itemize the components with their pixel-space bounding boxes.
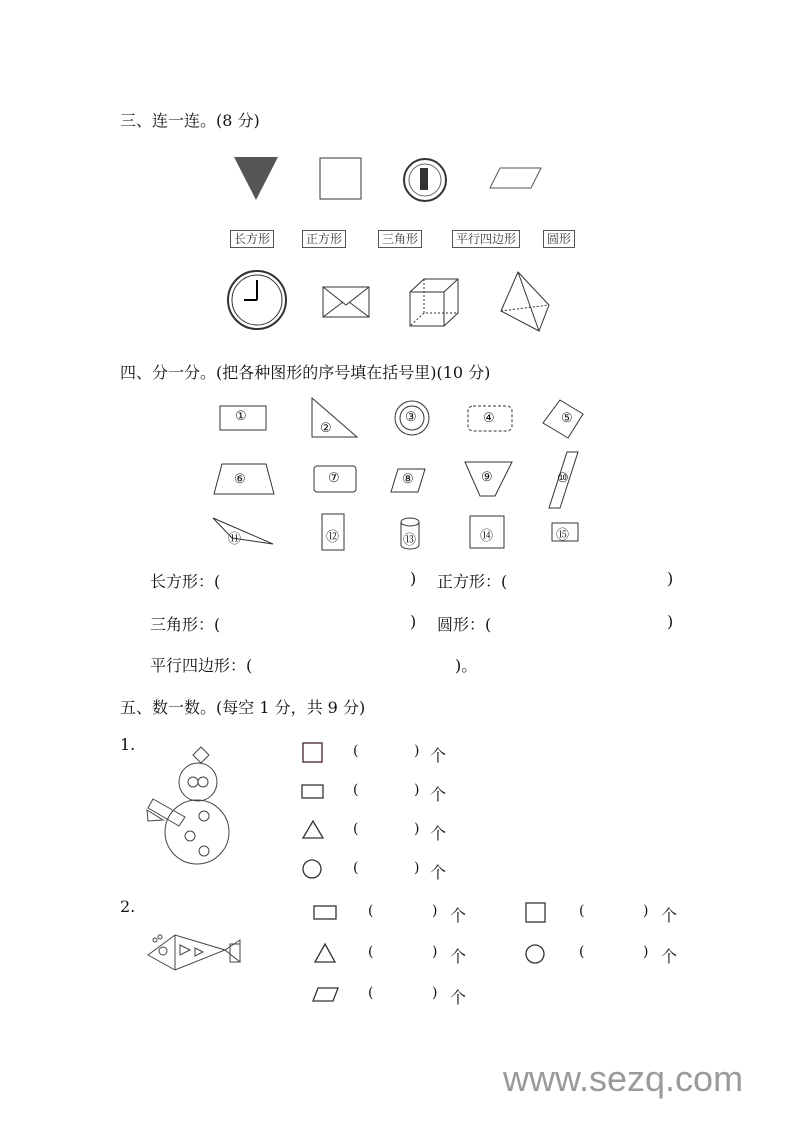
shape-number: ⑪ <box>228 532 242 547</box>
shape-number: ① <box>235 409 247 424</box>
square-answer-label: 正方形：( <box>437 572 508 591</box>
bracket-close: ) <box>414 782 420 798</box>
rectangle-answer-label: 长方形：( <box>150 572 221 591</box>
shape-number: ② <box>320 421 332 436</box>
shape-number: ⑤ <box>561 411 573 426</box>
coin-icon <box>404 159 446 201</box>
unit-label: 个 <box>450 906 467 925</box>
bracket-open: ( <box>353 860 359 876</box>
unit-label: 个 <box>430 863 447 882</box>
snowman-figure <box>147 747 229 864</box>
shape-number: ⑮ <box>556 528 570 543</box>
label-circle[interactable]: 圆形 <box>543 230 575 248</box>
shape-number: ⑫ <box>326 530 340 545</box>
section-4-shapes <box>213 398 583 550</box>
unit-label: 个 <box>661 906 678 925</box>
tetrahedron-icon <box>501 272 549 331</box>
fish-figure <box>148 935 240 970</box>
bracket-close: ) <box>414 860 420 876</box>
shape-number: ⑭ <box>480 529 494 544</box>
label-rectangle[interactable]: 长方形 <box>230 230 274 248</box>
label-square[interactable]: 正方形 <box>302 230 346 248</box>
shape-number: ⑧ <box>402 472 414 487</box>
bracket-open: ( <box>353 743 359 759</box>
unit-label: 个 <box>450 988 467 1007</box>
triangle-answer-label: 三角形：( <box>150 615 221 634</box>
unit-label: 个 <box>450 947 467 966</box>
unit-label: 个 <box>430 785 447 804</box>
bracket-close: ) <box>414 821 420 837</box>
pennant-icon <box>234 157 278 200</box>
bracket-close: ) <box>410 569 417 588</box>
bracket-close: ) <box>667 569 674 588</box>
bracket-open: ( <box>368 903 374 919</box>
label-parallelogram[interactable]: 平行四边形 <box>452 230 520 248</box>
bracket-open: ( <box>579 944 585 960</box>
count-icons <box>302 743 545 1001</box>
watermark: www.sezq.com <box>503 1058 744 1099</box>
unit-label: 个 <box>661 947 678 966</box>
bracket-open: ( <box>368 985 374 1001</box>
shape-number: ⑬ <box>403 533 417 548</box>
label-triangle[interactable]: 三角形 <box>378 230 422 248</box>
section-5-title: 五、数一数。(每空 1 分，共 9 分) <box>120 698 366 717</box>
bracket-close: ) <box>414 743 420 759</box>
bracket-close: ) <box>643 944 649 960</box>
bracket-close: ) <box>432 903 438 919</box>
clock-icon <box>228 271 286 329</box>
question-1-number: 1. <box>120 735 136 754</box>
parallelogram-answer-label: 平行四边形：( <box>150 656 253 675</box>
shape-number: ③ <box>405 410 417 425</box>
shape-number: ⑦ <box>328 471 340 486</box>
question-2-number: 2. <box>120 897 136 916</box>
bracket-close: ) <box>432 944 438 960</box>
bracket-open: ( <box>353 821 359 837</box>
envelope-icon <box>323 287 369 317</box>
section-3-title: 三、连一连。(8 分) <box>120 111 260 130</box>
bracket-close: ) <box>667 612 674 631</box>
bracket-close: ) <box>643 903 649 919</box>
cube-icon <box>410 279 458 326</box>
unit-label: 个 <box>430 824 447 843</box>
shape-number: ⑨ <box>481 470 493 485</box>
shape-number: ⑩ <box>557 471 569 486</box>
bracket-close: )。 <box>455 656 478 675</box>
section-4-title: 四、分一分。(把各种图形的序号填在括号里)(10 分) <box>120 363 491 382</box>
bracket-open: ( <box>353 782 359 798</box>
unit-label: 个 <box>430 746 447 765</box>
shape-number: ⑥ <box>234 472 246 487</box>
bracket-close: ) <box>432 985 438 1001</box>
parallelogram-figure <box>490 168 541 188</box>
bracket-close: ) <box>410 612 417 631</box>
shape-number: ④ <box>483 411 495 426</box>
square-figure <box>320 158 361 199</box>
bracket-open: ( <box>368 944 374 960</box>
circle-answer-label: 圆形：( <box>437 615 492 634</box>
bracket-open: ( <box>579 903 585 919</box>
